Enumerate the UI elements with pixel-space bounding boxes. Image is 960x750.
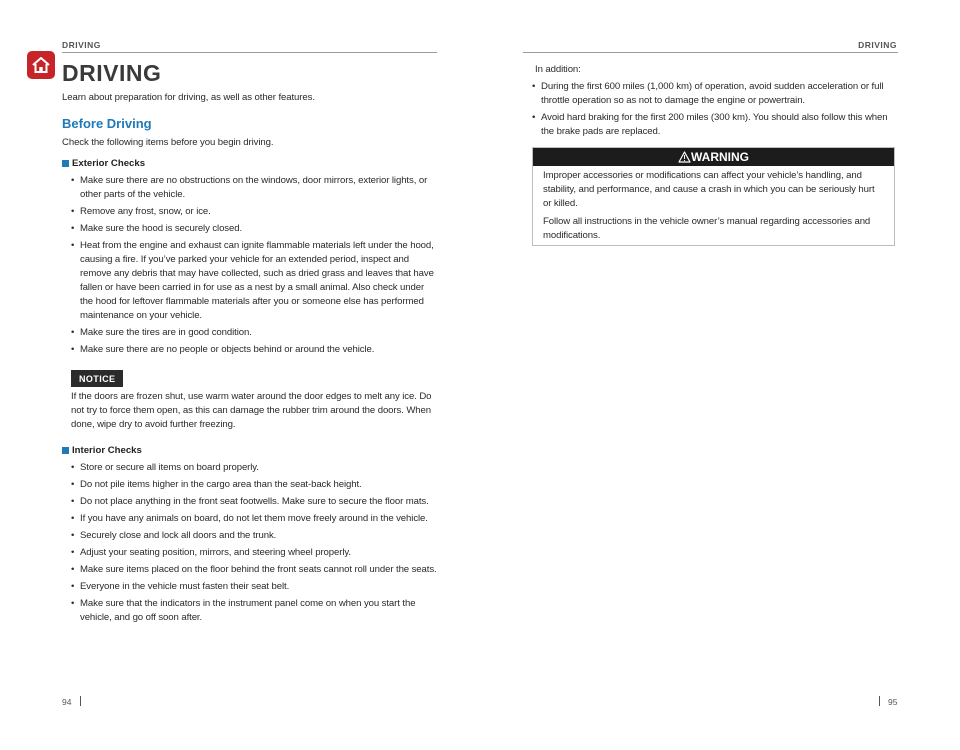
running-header-left: DRIVING <box>62 40 101 50</box>
running-header-right: DRIVING <box>858 40 897 50</box>
subheading-label: Exterior Checks <box>72 158 146 169</box>
page-number-right: 95 <box>888 697 898 707</box>
addition-list <box>532 80 895 142</box>
page-number-left: 94 <box>62 697 72 707</box>
list-item: • Heat from the engine and exhaust can ignite flammable materials left under the hood, causing a fire. If you’ve parked your vehicle for an extended period, inspect and remove any debris that may have collected, such as dried grass and leaves that have fallen or have been carried in for use as a nest by a small animal. Also check under the hood for leftover flammable materials after you or someone else has performed maintenance on your vehicle. <box>71 239 437 323</box>
list-item: • Securely close and lock all doors and the trunk. <box>71 529 437 543</box>
subheading-marker <box>62 160 69 167</box>
interior-checks-list <box>71 461 437 628</box>
list-item: • If you have any animals on board, do not let them move freely around in the vehicle. <box>71 512 437 526</box>
exterior-checks-list <box>71 174 437 360</box>
warning-banner <box>533 148 894 166</box>
list-item: • Make sure there are no people or objects behind or around the vehicle. <box>71 343 437 357</box>
list-item: • Do not pile items higher in the cargo area than the seat-back height. <box>71 478 437 492</box>
notice-label: NOTICE <box>71 370 123 387</box>
home-icon[interactable] <box>27 51 55 79</box>
list-item: • Make sure that the indicators in the instrument panel come on when you start the vehicle, and go off soon after. <box>71 597 437 625</box>
list-item: • Remove any frost, snow, or ice. <box>71 205 437 219</box>
subheading-interior-checks <box>62 445 142 456</box>
notice-text: If the doors are frozen shut, use warm water around the door edges to melt any ice. Do not try to force them open, as this can damage the rubber trim around the doors. When done, wipe dry to avoid further freezing. <box>71 391 432 430</box>
list-item: • Do not place anything in the front seat footwells. Make sure to secure the floor mats. <box>71 495 437 509</box>
header-rule-right <box>523 52 898 53</box>
list-item: • Everyone in the vehicle must fasten their seat belt. <box>71 580 437 594</box>
warning-box <box>532 147 895 246</box>
list-item: • Store or secure all items on board properly. <box>71 461 437 475</box>
page-number-separator <box>879 696 880 706</box>
intro-text: Learn about preparation for driving, as well as other features. <box>62 92 315 103</box>
warning-triangle-icon <box>678 151 691 163</box>
home-icon-glyph <box>31 56 51 74</box>
header-rule-left <box>62 52 437 53</box>
page-number-separator <box>80 696 81 706</box>
warning-body <box>533 166 894 243</box>
subheading-exterior-checks <box>62 158 145 169</box>
list-item: • Avoid hard braking for the first 200 miles (300 km). You should also follow this when the brake pads are replaced. <box>532 111 895 139</box>
list-item: • Make sure the hood is securely closed. <box>71 222 437 236</box>
list-item: • Adjust your seating position, mirrors, and steering wheel properly. <box>71 546 437 560</box>
warning-label: WARNING <box>691 150 749 164</box>
warning-paragraph: Follow all instructions in the vehicle owner’s manual regarding accessories and modifications. <box>543 216 871 241</box>
section-heading-before-driving: Before Driving <box>62 116 152 131</box>
subheading-marker <box>62 447 69 454</box>
list-item: • Make sure items placed on the floor behind the front seats cannot roll under the seats. <box>71 563 437 577</box>
subheading-label: Interior Checks <box>72 445 142 456</box>
in-addition-text: In addition: <box>535 64 581 75</box>
list-item: • During the first 600 miles (1,000 km) of operation, avoid sudden acceleration or full throttle operation so as not to damage the engine or powertrain. <box>532 80 895 108</box>
list-item: • Make sure the tires are in good condition. <box>71 326 437 340</box>
list-item: • Make sure there are no obstructions on the windows, door mirrors, exterior lights, or other parts of the vehicle. <box>71 174 437 202</box>
page-title: DRIVING <box>62 60 162 86</box>
warning-paragraph: Improper accessories or modifications can affect your vehicle’s handling, and stability, and performance, and cause a crash in which you can be seriously hurt or killed. <box>543 170 875 209</box>
before-driving-intro: Check the following items before you begin driving. <box>62 137 274 148</box>
